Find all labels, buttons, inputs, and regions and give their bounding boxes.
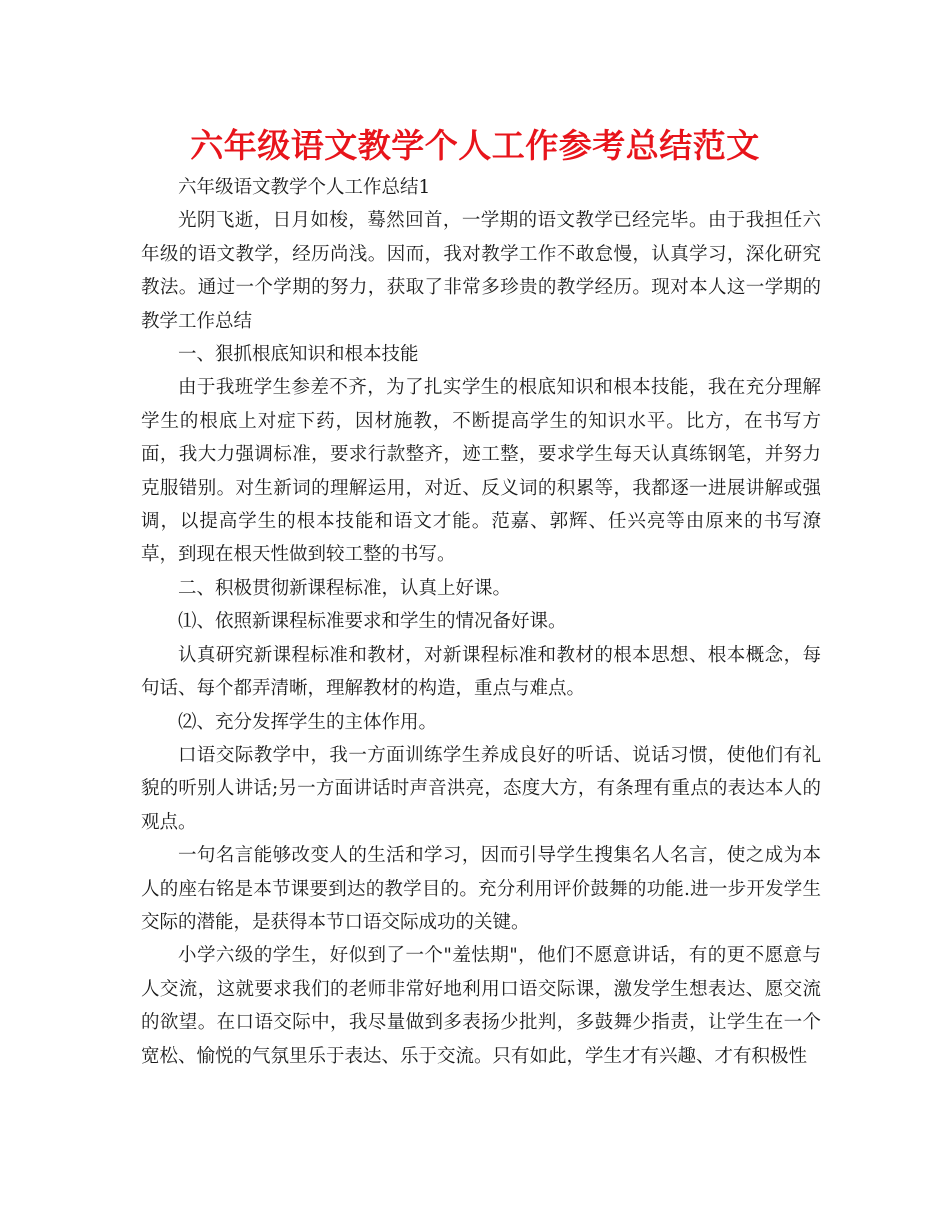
paragraph: 小学六级的学生，好似到了一个"羞怯期"，他们不愿意讲话，有的更不愿意与人交流，这就要求我们的老师非常好地利用口语交际课，激发学生想表达、愿交流的欲望。在口语交际中，我尽量做到多表扬少批判，多鼓舞少指责，让学生在一个宽松、愉悦的气氛里乐于表达、乐于交流。只有如此，学生才有兴趣、才有积极性: [141, 945, 821, 1067]
paragraph-heading-2: 二、积极贯彻新课程标准，认真上好课。: [178, 577, 512, 599]
paragraph-subheading-2: ⑵、充分发挥学生的主体作用。: [178, 711, 438, 733]
document-body: [141, 171, 821, 1073]
paragraph: 认真研究新课程标准和教材，对新课程标准和教材的根本思想、根本概念，每句话、每个都弄清晰，理解教材的构造，重点与难点。: [141, 644, 821, 700]
paragraph: 由于我班学生参差不齐，为了扎实学生的根底知识和根本技能，我在充分理解学生的根底上对症下药，因材施教，不断提高学生的知识水平。比方，在书写方面，我大力强调标准，要求行款整齐，迹工整，要求学生每天认真练钢笔，并努力克服错别。对生新词的理解运用，对近、反义词的积累等，我都逐一进展讲解或强调，以提高学生的根本技能和语文才能。范嘉、郭辉、任兴亮等由原来的书写潦草，到现在根天性做到较工整的书写。: [141, 377, 821, 566]
paragraph-intro: 光阴飞逝，日月如梭，蓦然回首，一学期的语文教学已经完毕。由于我担任六年级的语文教学，经历尚浅。因而，我对教学工作不敢怠慢，认真学习，深化研究教法。通过一个学期的努力，获取了非常多珍贵的教学经历。现对本人这一学期的教学工作总结: [141, 210, 821, 332]
paragraph: 口语交际教学中，我一方面训练学生养成良好的听话、说话习惯，使他们有礼貌的听别人讲话;另一方面讲话时声音洪亮，态度大方，有条理有重点的表达本人的观点。: [141, 744, 821, 833]
paragraph: 一句名言能够改变人的生活和学习，因而引导学生搜集名人名言，使之成为本人的座右铭是本节课要到达的教学目的。充分利用评价鼓舞的功能.进一步开发学生交际的潜能，是获得本节口语交际成功的关键。: [141, 845, 821, 933]
paragraph-heading-1: 一、狠抓根底知识和根本技能: [178, 344, 419, 366]
paragraph-section-heading: 六年级语文教学个人工作总结1: [178, 177, 431, 198]
document-title: 六年级语文教学个人工作参考总结范文: [190, 126, 760, 165]
paragraph-subheading-1: ⑴、依照新课程标准要求和学生的情况备好课。: [178, 611, 567, 633]
